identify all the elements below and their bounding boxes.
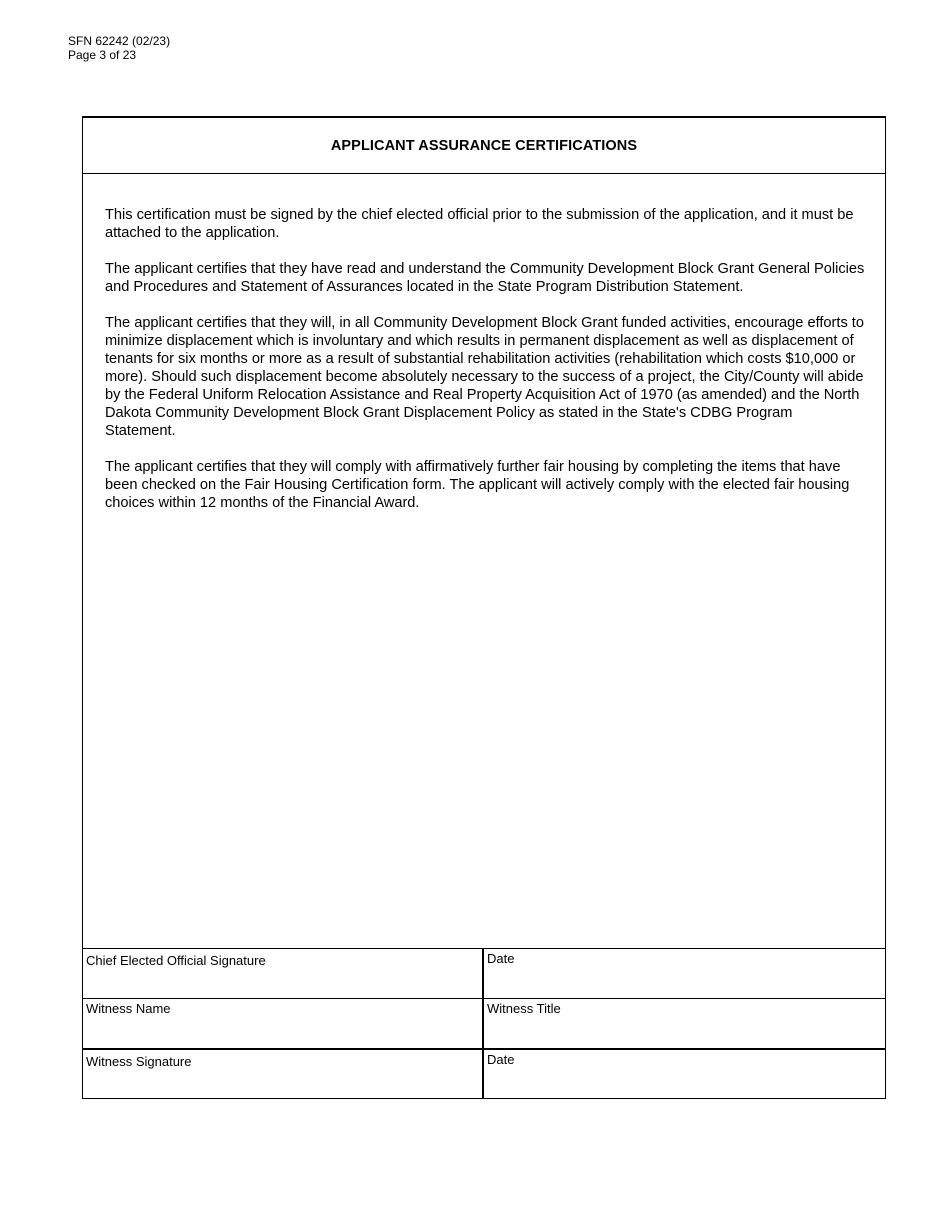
signature-row [83,948,885,998]
signature-date-label: Date [487,951,515,966]
chief-official-signature-label: Chief Elected Official Signature [86,953,266,968]
witness-name-field[interactable] [83,999,484,1048]
witness-signature-row [83,1048,885,1098]
witness-signature-field[interactable] [83,1050,484,1098]
witness-row [83,998,885,1048]
paragraph-general-policies: The applicant certifies that they have read and understand the Community Development Block Grant General Policies and Procedures and Statement of Assurances located in the State Program Distribution Statement. [105,261,865,295]
witness-date-label: Date [487,1052,515,1067]
signature-date-field[interactable] [484,949,885,998]
paragraph-displacement: The applicant certifies that they will, in all Community Development Block Grant funded activities, encourage efforts to minimize displacement which is involuntary and which results in permanent displacement as well as displacement of tenants for six months or more as a result of substantial rehabilitation activities (rehabilitation which costs $10,000 or more). Should such displacement become absolutely necessary to the success of a project, the City/County will abide by the Federal Uniform Relocation Assistance and Real Property Acquisition Act of 1970 (as amended) and the North Dakota Community Development Block Grant Displacement Policy as stated in the State's CDBG Program Statement. [105,315,864,439]
witness-title-label: Witness Title [487,1001,561,1016]
witness-date-field[interactable] [484,1050,885,1098]
chief-official-signature-field[interactable] [83,949,484,998]
signature-grid [83,948,885,1098]
witness-signature-label: Witness Signature [86,1054,192,1069]
witness-title-field[interactable] [484,999,885,1048]
page-indicator: Page 3 of 23 [68,48,137,62]
witness-name-label: Witness Name [86,1001,171,1016]
paragraph-fair-housing: The applicant certifies that they will comply with affirmatively further fair housing by completing the items that have been checked on the Fair Housing Certification form. The applicant will actively comply with the elected fair housing choices within 12 months of the Financial Award. [105,459,850,511]
certification-box [82,116,886,1099]
paragraph-signature-requirement: This certification must be signed by the chief elected official prior to the submission of the application, and it must be attached to the application. [105,207,854,241]
certification-text [105,206,865,530]
section-title: APPLICANT ASSURANCE CERTIFICATIONS [83,118,885,174]
form-number: SFN 62242 (02/23) [68,34,171,48]
form-header [68,34,170,62]
